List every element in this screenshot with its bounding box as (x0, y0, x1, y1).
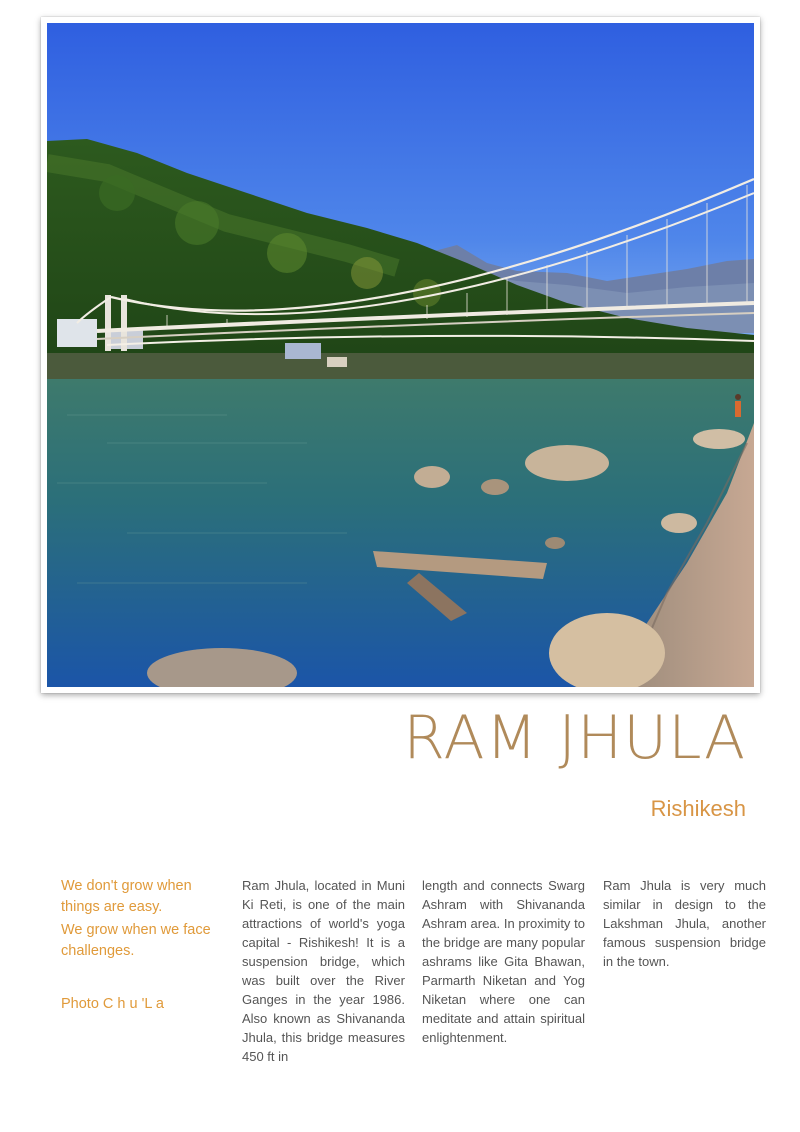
body-column-3: Ram Jhula is very much similar in design to the Lakshman Jhula, another famous suspension bridge in the town. (603, 878, 766, 969)
page-title: RAM JHULA (403, 703, 746, 773)
pull-quote (61, 876, 231, 964)
quote-line-1: We don't grow when things are easy. (61, 878, 192, 915)
photo-credit: Photo C h u 'L a (61, 996, 164, 1012)
ram-jhula-photo (47, 23, 754, 687)
page-subtitle: Rishikesh (650, 796, 746, 821)
body-column-2: length and connects Swarg Ashram with Shivananda Ashram area. In proximity to the bridge are many popular ashrams like Gita Bhawan, Parmarth Niketan and Yog Niketan where one can meditate and attain spiritual enlightenment. (422, 878, 585, 1045)
body-column-1: Ram Jhula, located in Muni Ki Reti, is one of the main attractions of world's yoga capital - Rishikesh! It is a suspension bridge, which was built over the River Ganges in the year 1986. Also known as Shivananda Jhula, this bridge measures 450 ft in (242, 878, 405, 1064)
quote-line-2: We grow when we face challenges. (61, 922, 211, 959)
photo-frame (41, 17, 760, 693)
